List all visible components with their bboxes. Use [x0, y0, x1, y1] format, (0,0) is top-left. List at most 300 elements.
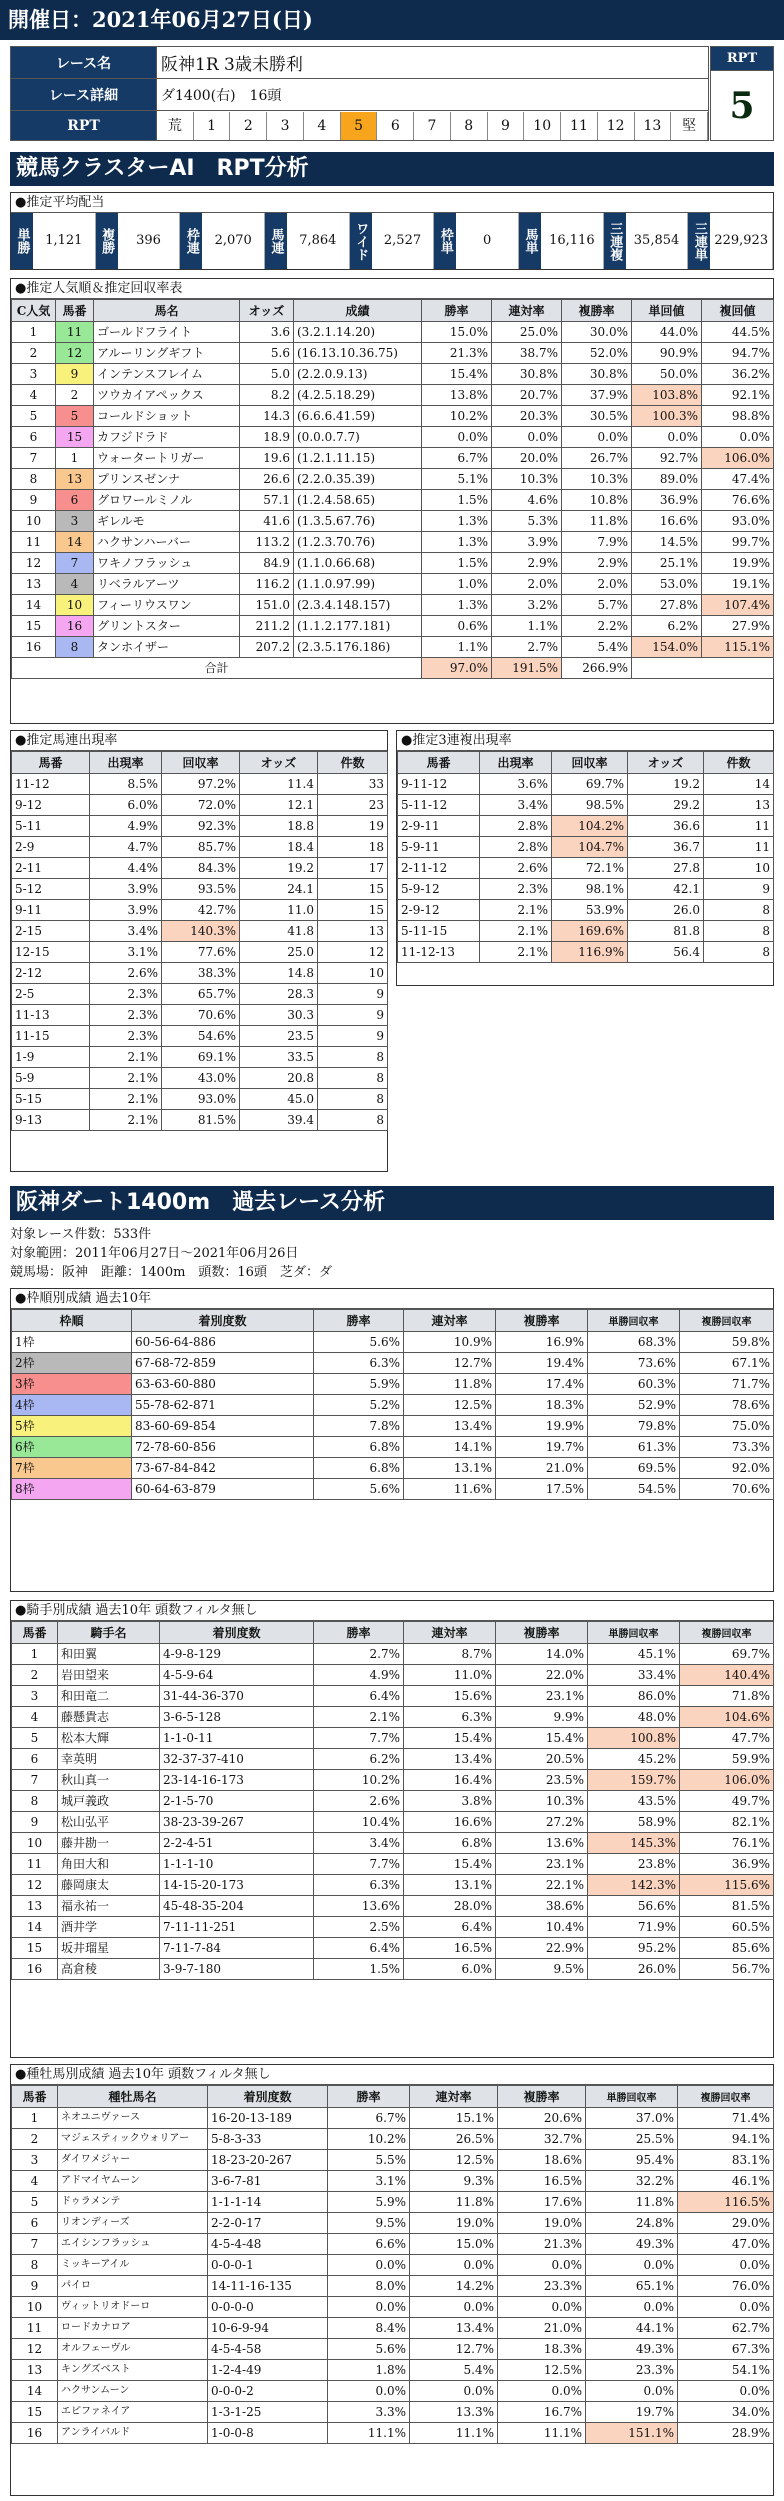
popularity-cell: (6.6.6.41.59): [294, 406, 422, 427]
waku-cell: 12.5%: [404, 1395, 496, 1416]
sire-cell: 14.2%: [410, 2276, 498, 2297]
jockey-row: [12, 1665, 774, 1686]
waku-cell: 68.3%: [588, 1332, 680, 1353]
umaren-cell: 42.7%: [162, 900, 240, 921]
umaren-cell: 20.8: [240, 1068, 318, 1089]
popularity-row: [12, 574, 774, 595]
popularity-cell: 16.6%: [632, 511, 702, 532]
jockey-cell: 56.6%: [588, 1896, 680, 1917]
umaren-cell: 15: [318, 900, 388, 921]
column-header: 着別度数: [132, 1310, 314, 1332]
popularity-cell: 15.4%: [422, 364, 492, 385]
jockey-cell: 43.5%: [588, 1791, 680, 1812]
sanren-cell: 2-9-12: [398, 900, 480, 921]
column-header: 連対率: [404, 1310, 496, 1332]
sanren-cell: 116.9%: [552, 942, 628, 963]
horse-number-badge: 3: [70, 514, 79, 528]
umaren-cell: 70.6%: [162, 1005, 240, 1026]
jockey-title: ●騎手別成績 過去10年 頭数フィルタ無し: [11, 1601, 773, 1621]
popularity-table: [11, 299, 774, 679]
sire-cell: 7: [12, 2234, 58, 2255]
sire-cell: 5.5%: [328, 2150, 410, 2171]
jockey-row: [12, 1938, 774, 1959]
sire-cell: ミッキーアイル: [58, 2255, 208, 2276]
waku-cell: 11.6%: [404, 1479, 496, 1500]
sire-cell: 4-5-4-48: [208, 2234, 328, 2255]
jockey-cell: 酒井学: [58, 1917, 160, 1938]
umaren-cell: 97.2%: [162, 774, 240, 795]
popularity-cell: ウォータートリガー: [94, 448, 240, 469]
popularity-cell: (4.2.5.18.29): [294, 385, 422, 406]
popularity-cell: 37.9%: [562, 385, 632, 406]
waku-cell: 8枠: [12, 1479, 132, 1500]
sire-cell: 76.0%: [678, 2276, 774, 2297]
umaren-cell: 8: [318, 1089, 388, 1110]
popularity-row: [12, 427, 774, 448]
jockey-cell: 6.2%: [314, 1749, 404, 1770]
sire-cell: 23.3%: [498, 2276, 586, 2297]
waku-cell: 13.4%: [404, 1416, 496, 1437]
popularity-cell: 14: [12, 595, 56, 616]
sire-cell: 0.0%: [328, 2381, 410, 2402]
column-header: 馬番: [12, 2086, 58, 2108]
sanren-row: [398, 837, 774, 858]
jockey-cell: 47.7%: [680, 1728, 774, 1749]
sire-cell: 11: [12, 2318, 58, 2339]
payout-value: 7,864: [287, 213, 350, 269]
waku-cell: 78.6%: [680, 1395, 774, 1416]
rpt-scale-cell: 8: [451, 112, 488, 140]
rpt-scale-cell: 3: [267, 112, 304, 140]
sire-row: [12, 2276, 774, 2297]
jockey-cell: 36.9%: [680, 1854, 774, 1875]
jockey-row: [12, 1707, 774, 1728]
sanren-cell: 26.0: [628, 900, 704, 921]
sire-cell: 23.3%: [586, 2360, 678, 2381]
sire-cell: 3.1%: [328, 2171, 410, 2192]
sire-cell: 0.0%: [678, 2255, 774, 2276]
jockey-cell: 23-14-16-173: [160, 1770, 314, 1791]
umaren-cell: 11.0: [240, 900, 318, 921]
column-header: 騎手名: [58, 1622, 160, 1644]
column-header: 回収率: [162, 752, 240, 774]
popularity-cell: 30.5%: [562, 406, 632, 427]
popularity-cell: [56, 343, 94, 364]
jockey-cell: 3-6-5-128: [160, 1707, 314, 1728]
popularity-cell: (2.2.0.35.39): [294, 469, 422, 490]
popularity-cell: 2.0%: [562, 574, 632, 595]
sire-cell: 16.5%: [498, 2171, 586, 2192]
section-title-past: 阪神ダート1400m 過去レース分析: [10, 1186, 774, 1220]
umaren-cell: 23: [318, 795, 388, 816]
jockey-cell: 69.7%: [680, 1644, 774, 1665]
sire-cell: 10: [12, 2297, 58, 2318]
popularity-cell: 18.9: [240, 427, 294, 448]
popularity-cell: 10.2%: [422, 406, 492, 427]
waku-cell: 73.6%: [588, 1353, 680, 1374]
sire-cell: 16.7%: [498, 2402, 586, 2423]
popularity-row: [12, 637, 774, 658]
umaren-cell: 24.1: [240, 879, 318, 900]
sire-cell: 11.1%: [410, 2423, 498, 2444]
waku-cell: 75.0%: [680, 1416, 774, 1437]
jockey-cell: 7.7%: [314, 1854, 404, 1875]
info-count: 対象レース件数：533件: [10, 1227, 152, 1242]
sire-cell: 8.0%: [328, 2276, 410, 2297]
popularity-cell: 25.1%: [632, 553, 702, 574]
popularity-cell: [56, 322, 94, 343]
popularity-cell: 38.7%: [492, 343, 562, 364]
popularity-cell: 113.2: [240, 532, 294, 553]
sire-cell: 25.5%: [586, 2129, 678, 2150]
rpt-scale-cell: 5: [341, 112, 378, 140]
column-header: 複勝回収率: [680, 1310, 774, 1332]
sire-cell: ドゥラメンテ: [58, 2192, 208, 2213]
popularity-cell: 15: [12, 616, 56, 637]
horse-number-badge: 11: [66, 325, 83, 339]
popularity-cell: 14.3: [240, 406, 294, 427]
popularity-row: [12, 469, 774, 490]
waku-cell: 69.5%: [588, 1458, 680, 1479]
sire-cell: 3.3%: [328, 2402, 410, 2423]
column-header: 複勝率: [562, 300, 632, 322]
popularity-cell: (1.1.2.177.181): [294, 616, 422, 637]
sire-cell: 16-20-13-189: [208, 2108, 328, 2129]
umaren-cell: 2.6%: [90, 963, 162, 984]
rpt-scale-cell: 1: [194, 112, 231, 140]
waku-cell: 73-67-84-842: [132, 1458, 314, 1479]
column-header: 着別度数: [160, 1622, 314, 1644]
jockey-cell: 71.9%: [588, 1917, 680, 1938]
jockey-cell: 13.4%: [404, 1749, 496, 1770]
jockey-cell: 7: [12, 1770, 58, 1791]
sanren-cell: 5-11-15: [398, 921, 480, 942]
umaren-cell: 28.3: [240, 984, 318, 1005]
payout-bettype-label: 枠単: [434, 213, 456, 269]
sire-row: [12, 2339, 774, 2360]
umaren-row: [12, 795, 388, 816]
column-header: 馬番: [12, 1622, 58, 1644]
umaren-cell: 85.7%: [162, 837, 240, 858]
popularity-row: [12, 595, 774, 616]
jockey-cell: 10.4%: [314, 1812, 404, 1833]
waku-cell: 21.0%: [496, 1458, 588, 1479]
popularity-cell: 4.6%: [492, 490, 562, 511]
sanren-cell: 98.1%: [552, 879, 628, 900]
popularity-row: [12, 322, 774, 343]
waku-cell: 5枠: [12, 1416, 132, 1437]
sire-cell: 5.9%: [328, 2192, 410, 2213]
sire-cell: アドマイヤムーン: [58, 2171, 208, 2192]
jockey-cell: 和田竜二: [58, 1686, 160, 1707]
race-detail: ダ1400(右) 16頭: [157, 79, 709, 111]
jockey-cell: 22.1%: [496, 1875, 588, 1896]
sire-cell: 32.2%: [586, 2171, 678, 2192]
column-header: オッズ: [240, 300, 294, 322]
umaren-cell: 5-12: [12, 879, 90, 900]
sire-cell: 12.5%: [498, 2360, 586, 2381]
sire-cell: 0.0%: [678, 2381, 774, 2402]
umaren-cell: 72.0%: [162, 795, 240, 816]
jockey-cell: 6.4%: [314, 1938, 404, 1959]
jockey-cell: 10.4%: [496, 1917, 588, 1938]
sire-cell: リオンディーズ: [58, 2213, 208, 2234]
popularity-cell: 8: [12, 469, 56, 490]
jockey-cell: 藤岡康太: [58, 1875, 160, 1896]
column-header: 出現率: [480, 752, 552, 774]
waku-cell: 6.3%: [314, 1353, 404, 1374]
sanren-box: [396, 730, 774, 986]
rpt-box: [710, 46, 774, 141]
sire-cell: 15.1%: [410, 2108, 498, 2129]
popularity-cell: ワキノフラッシュ: [94, 553, 240, 574]
jockey-table: [11, 1621, 774, 1980]
popularity-cell: (1.2.1.11.15): [294, 448, 422, 469]
jockey-cell: 藤懸貴志: [58, 1707, 160, 1728]
sanren-cell: 5-9-12: [398, 879, 480, 900]
sire-cell: ヴィットリオドーロ: [58, 2297, 208, 2318]
popularity-title: ●推定人気順＆推定回収率表: [11, 279, 773, 299]
sanren-title: ●推定3連複出現率: [397, 731, 773, 751]
waku-cell: 70.6%: [680, 1479, 774, 1500]
jockey-cell: 2.5%: [314, 1917, 404, 1938]
popularity-cell: 19.1%: [702, 574, 774, 595]
jockey-cell: 4: [12, 1707, 58, 1728]
popularity-cell: 10.3%: [562, 469, 632, 490]
popularity-cell: 30.8%: [492, 364, 562, 385]
sire-box: [10, 2064, 774, 2496]
popularity-cell: 30.0%: [562, 322, 632, 343]
popularity-row: [12, 448, 774, 469]
column-header: 件数: [318, 752, 388, 774]
sire-title: ●種牡馬別成績 過去10年 頭数フィルタ無し: [11, 2065, 773, 2085]
popularity-cell: 0.0%: [702, 427, 774, 448]
popularity-cell: 19.6: [240, 448, 294, 469]
horse-number-badge: 9: [70, 367, 79, 381]
jockey-cell: 45.1%: [588, 1644, 680, 1665]
jockey-row: [12, 1728, 774, 1749]
sire-cell: 0.0%: [586, 2297, 678, 2318]
umaren-cell: 12.1: [240, 795, 318, 816]
popularity-cell: 2.9%: [492, 553, 562, 574]
umaren-cell: 4.4%: [90, 858, 162, 879]
waku-cell: 17.5%: [496, 1479, 588, 1500]
popularity-cell: 10: [12, 511, 56, 532]
payout-value: 2,070: [202, 213, 265, 269]
waku-cell: 63-63-60-880: [132, 1374, 314, 1395]
sire-cell: 62.7%: [678, 2318, 774, 2339]
sire-cell: 11.8%: [410, 2192, 498, 2213]
popularity-cell: 6.7%: [422, 448, 492, 469]
payout-bettype-label: 枠連: [180, 213, 202, 269]
popularity-cell: [56, 595, 94, 616]
sanren-cell: 19.2: [628, 774, 704, 795]
sire-cell: ダイワメジャー: [58, 2150, 208, 2171]
jockey-cell: 高倉稜: [58, 1959, 160, 1980]
umaren-cell: 2-9: [12, 837, 90, 858]
sire-cell: 0-0-0-2: [208, 2381, 328, 2402]
sire-cell: 0.0%: [498, 2297, 586, 2318]
jockey-cell: 松本大輝: [58, 1728, 160, 1749]
sire-cell: 6: [12, 2213, 58, 2234]
popularity-cell: ツウカイアペックス: [94, 385, 240, 406]
umaren-cell: 9: [318, 1005, 388, 1026]
sire-row: [12, 2150, 774, 2171]
umaren-cell: 2.3%: [90, 1026, 162, 1047]
popularity-cell: 25.0%: [492, 322, 562, 343]
umaren-cell: 39.4: [240, 1110, 318, 1131]
sire-cell: 49.3%: [586, 2339, 678, 2360]
jockey-cell: 3.4%: [314, 1833, 404, 1854]
jockey-cell: 27.2%: [496, 1812, 588, 1833]
popularity-cell: 36.2%: [702, 364, 774, 385]
sire-row: [12, 2213, 774, 2234]
sire-cell: エピファネイア: [58, 2402, 208, 2423]
sire-cell: 10.2%: [328, 2129, 410, 2150]
waku-cell: 60-64-63-879: [132, 1479, 314, 1500]
popularity-cell: 8.2: [240, 385, 294, 406]
jockey-cell: 142.3%: [588, 1875, 680, 1896]
popularity-cell: (2.3.5.176.186): [294, 637, 422, 658]
date-header: 開催日：2021年06月27日(日): [0, 0, 784, 40]
popularity-cell: 1.3%: [422, 595, 492, 616]
jockey-row: [12, 1917, 774, 1938]
popularity-cell: 15.0%: [422, 322, 492, 343]
popularity-cell: 27.8%: [632, 595, 702, 616]
popularity-cell: 1.1%: [422, 637, 492, 658]
sire-row: [12, 2423, 774, 2444]
sire-cell: 20.6%: [498, 2108, 586, 2129]
umaren-row: [12, 1047, 388, 1068]
umaren-cell: 33: [318, 774, 388, 795]
horse-number-badge: 13: [66, 472, 83, 486]
sire-cell: 0.0%: [498, 2255, 586, 2276]
sire-cell: ロードカナロア: [58, 2318, 208, 2339]
popularity-cell: 2.7%: [492, 637, 562, 658]
umaren-cell: 65.7%: [162, 984, 240, 1005]
jockey-row: [12, 1875, 774, 1896]
sire-cell: 15: [12, 2402, 58, 2423]
rpt-scale-cell: 9: [488, 112, 525, 140]
sire-cell: 16: [12, 2423, 58, 2444]
popularity-cell: 16: [12, 637, 56, 658]
popularity-cell: [56, 406, 94, 427]
section-title-ai: 競馬クラスターAI RPT分析: [10, 152, 774, 186]
total-value: 97.0%: [422, 658, 492, 679]
popularity-cell: [56, 364, 94, 385]
jockey-cell: 2-2-4-51: [160, 1833, 314, 1854]
umaren-cell: 11-13: [12, 1005, 90, 1026]
sanren-row: [398, 879, 774, 900]
jockey-cell: 14-15-20-173: [160, 1875, 314, 1896]
jockey-cell: 48.0%: [588, 1707, 680, 1728]
waku-cell: 7枠: [12, 1458, 132, 1479]
popularity-cell: [56, 637, 94, 658]
jockey-cell: 8.7%: [404, 1644, 496, 1665]
waku-cell: 73.3%: [680, 1437, 774, 1458]
umaren-cell: 2-12: [12, 963, 90, 984]
sanren-cell: 56.4: [628, 942, 704, 963]
popularity-cell: (1.2.4.58.65): [294, 490, 422, 511]
waku-cell: 92.0%: [680, 1458, 774, 1479]
sanren-cell: 98.5%: [552, 795, 628, 816]
popularity-row: [12, 364, 774, 385]
horse-number-badge: 8: [70, 640, 79, 654]
popularity-cell: 93.0%: [702, 511, 774, 532]
umaren-cell: 8: [318, 1047, 388, 1068]
column-header: 勝率: [328, 2086, 410, 2108]
sire-cell: 49.3%: [586, 2234, 678, 2255]
race-detail-label: レース詳細: [11, 79, 157, 111]
waku-title: ●枠順別成績 過去10年: [11, 1289, 773, 1309]
payout-bettype-label: 馬連: [265, 213, 287, 269]
jockey-cell: 100.8%: [588, 1728, 680, 1749]
column-header: 馬番: [398, 752, 480, 774]
sanren-cell: 27.8: [628, 858, 704, 879]
sire-cell: 9.5%: [328, 2213, 410, 2234]
popularity-cell: 0.0%: [632, 427, 702, 448]
jockey-cell: 藤井勘一: [58, 1833, 160, 1854]
jockey-cell: 松山弘平: [58, 1812, 160, 1833]
popularity-cell: 76.6%: [702, 490, 774, 511]
sire-row: [12, 2255, 774, 2276]
payout-bettype-label: ワイド: [350, 213, 372, 269]
umaren-cell: 93.5%: [162, 879, 240, 900]
popularity-cell: 1.3%: [422, 511, 492, 532]
popularity-cell: (2.3.4.148.157): [294, 595, 422, 616]
sire-row: [12, 2381, 774, 2402]
jockey-cell: 15.6%: [404, 1686, 496, 1707]
sire-cell: 8: [12, 2255, 58, 2276]
umaren-cell: 3.1%: [90, 942, 162, 963]
waku-cell: 10.9%: [404, 1332, 496, 1353]
sire-cell: 9: [12, 2276, 58, 2297]
jockey-cell: 16.4%: [404, 1770, 496, 1791]
umaren-cell: 15: [318, 879, 388, 900]
popularity-cell: 5.6: [240, 343, 294, 364]
column-header: 勝率: [314, 1310, 404, 1332]
horse-number-badge: 15: [66, 430, 83, 444]
jockey-cell: 22.9%: [496, 1938, 588, 1959]
jockey-cell: 3: [12, 1686, 58, 1707]
umaren-cell: 77.6%: [162, 942, 240, 963]
jockey-cell: 坂井瑠星: [58, 1938, 160, 1959]
waku-cell: 52.9%: [588, 1395, 680, 1416]
column-header: 成績: [294, 300, 422, 322]
umaren-cell: 2.3%: [90, 984, 162, 1005]
sire-cell: 5-8-3-33: [208, 2129, 328, 2150]
sire-row: [12, 2297, 774, 2318]
umaren-cell: 9-13: [12, 1110, 90, 1131]
popularity-cell: 6.2%: [632, 616, 702, 637]
jockey-cell: 23.5%: [496, 1770, 588, 1791]
popularity-cell: 3: [12, 364, 56, 385]
sire-cell: 94.1%: [678, 2129, 774, 2150]
sire-cell: 12: [12, 2339, 58, 2360]
sanren-row: [398, 795, 774, 816]
sanren-cell: 5-11-12: [398, 795, 480, 816]
popularity-cell: 107.4%: [702, 595, 774, 616]
popularity-box: [10, 278, 774, 724]
popularity-cell: 5.7%: [562, 595, 632, 616]
umaren-cell: 10: [318, 963, 388, 984]
sanren-row: [398, 900, 774, 921]
rpt-scale-cell: 10: [524, 112, 561, 140]
popularity-cell: [56, 469, 94, 490]
waku-cell: 2枠: [12, 1353, 132, 1374]
sire-cell: 1-3-1-25: [208, 2402, 328, 2423]
sanren-cell: 69.7%: [552, 774, 628, 795]
